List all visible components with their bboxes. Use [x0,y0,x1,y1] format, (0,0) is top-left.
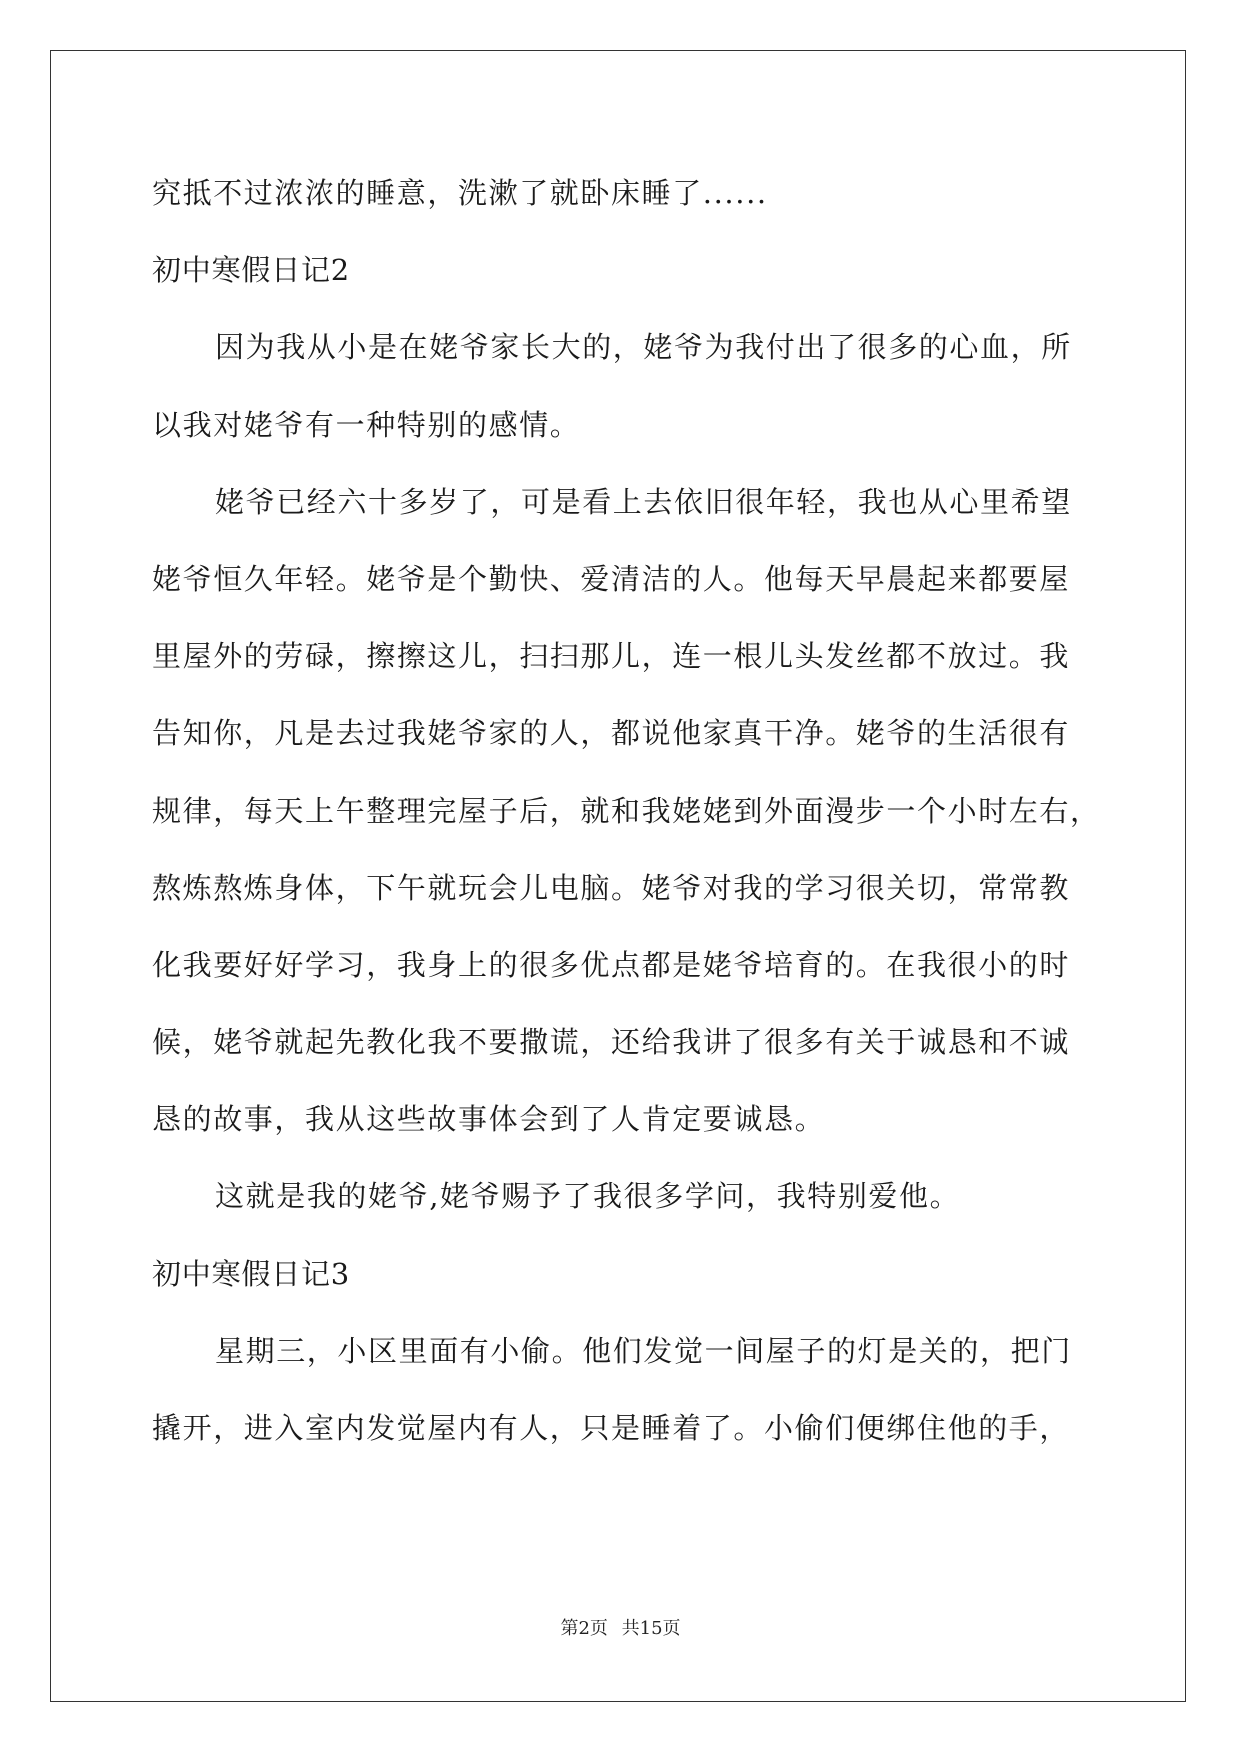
text-line: 这就是我的姥爷,姥爷赐予了我很多学问，我特别爱他。 [215,1179,961,1214]
text-line: 以我对姥爷有一种特别的感情。 [152,407,581,442]
text-line: 规律，每天上午整理完屋子后，就和我姥姥到外面漫步一个小时左右， [152,793,1101,828]
text-line: 星期三，小区里面有小偷。他们发觉一间屋子的灯是关的，把门 [215,1333,1072,1368]
text-line: 姥爷恒久年轻。姥爷是个勤快、爱清洁的人。他每天早晨起来都要屋 [152,561,1071,596]
text-line: 告知你，凡是去过我姥爷家的人，都说他家真干净。姥爷的生活很有 [152,716,1071,751]
text-line: 撬开，进入室内发觉屋内有人，只是睡着了。小偷们便绑住他的手， [152,1411,1071,1445]
section-heading: 初中寒假日记2 [152,253,351,288]
text-line: 化我要好好学习，我身上的很多优点都是姥爷培育的。在我很小的时 [152,947,1071,982]
text-line: 因为我从小是在姥爷家长大的，姥爷为我付出了很多的心血，所 [215,330,1072,365]
text-line: 里屋外的劳碌，擦擦这儿，扫扫那儿，连一根儿头发丝都不放过。我 [152,639,1071,674]
text-line: 究抵不过浓浓的睡意，洗漱了就卧床睡了...... [152,176,768,210]
document-body [152,168,1101,1480]
section-heading: 初中寒假日记3 [152,1256,351,1291]
text-line: 姥爷已经六十多岁了，可是看上去依旧很年轻，我也从心里希望 [215,484,1072,519]
page-number: 第2页 [560,1618,608,1639]
text-line: 恳的故事，我从这些故事体会到了人肯定要诚恳。 [152,1102,826,1137]
text-line: 熬炼熬炼身体，下午就玩会儿电脑。姥爷对我的学习很关切，常常教 [152,870,1071,905]
text-line: 候，姥爷就起先教化我不要撒谎，还给我讲了很多有关于诚恳和不诚 [152,1025,1071,1060]
page-footer [0,1617,1241,1641]
page-total: 共15页 [621,1618,681,1639]
